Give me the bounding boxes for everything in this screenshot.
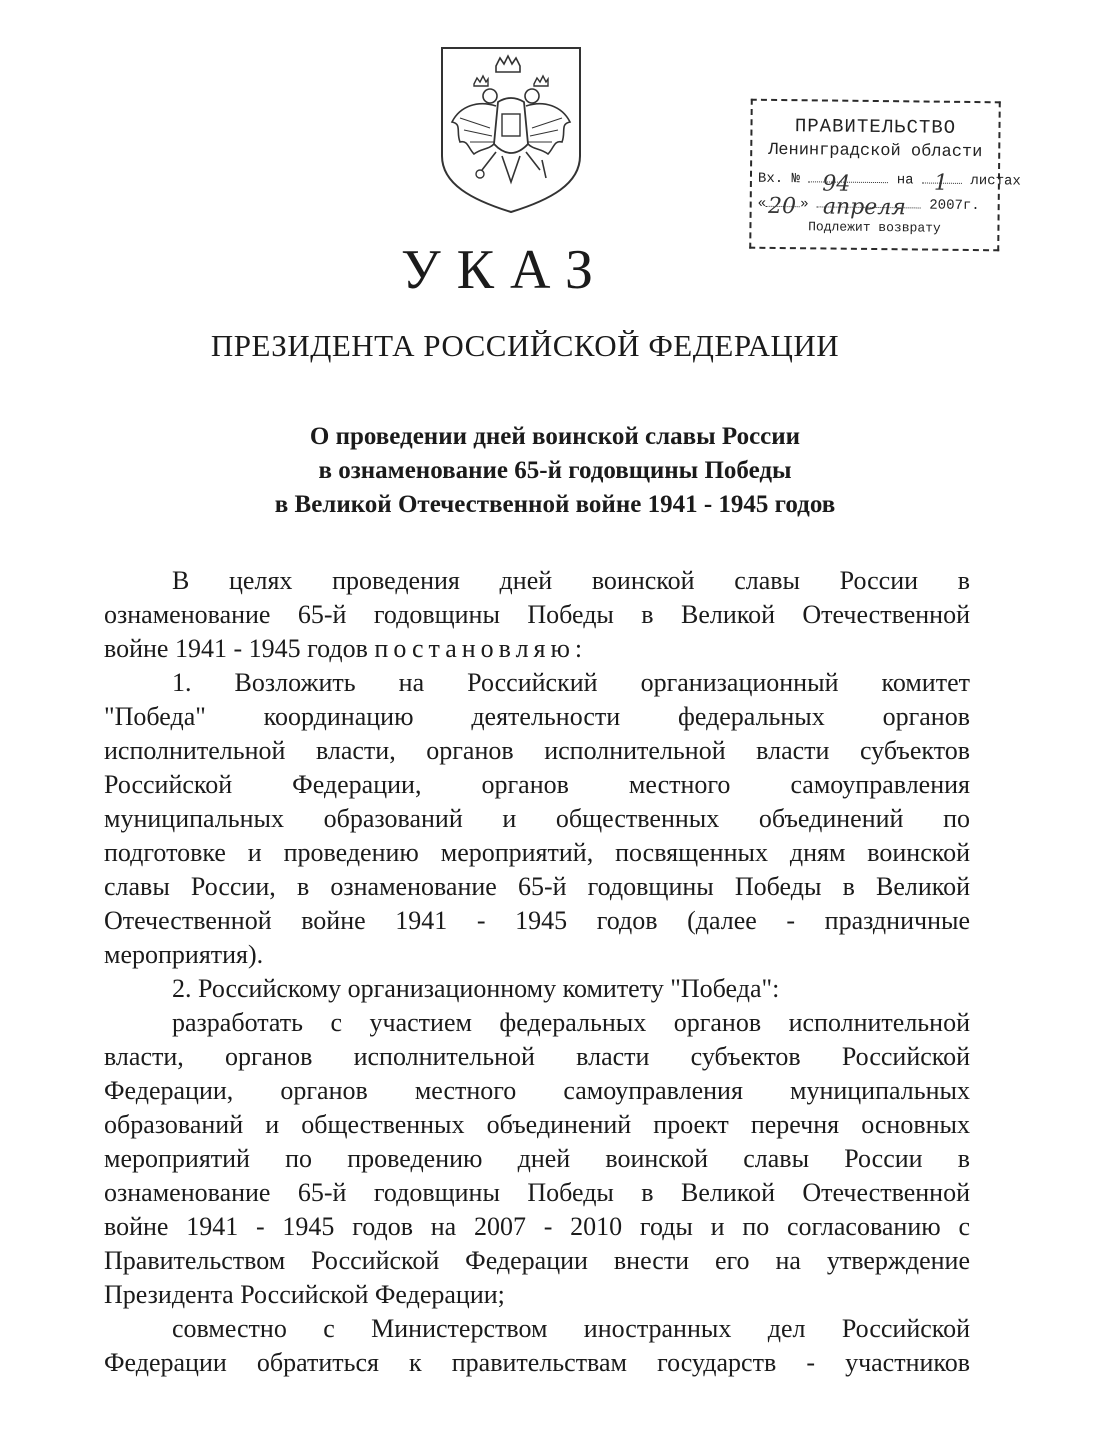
- body-line: мероприятия).: [104, 940, 264, 969]
- body-line: славы России, в ознаменование 65-й годовщины Победы в Великой: [104, 872, 970, 901]
- document-subtitle: ПРЕЗИДЕНТА РОССИЙСКОЙ ФЕДЕРАЦИИ: [210, 328, 840, 363]
- body-line: Российской Федерации, органов местного самоуправления: [104, 770, 970, 799]
- stamp-date-year: 2007: [929, 197, 963, 214]
- body-line: 2. Российскому организационному комитету "Победа":: [172, 974, 780, 1003]
- stamp-date-row: « 20 » апреля 2007г.: [757, 193, 980, 221]
- decree-body: [104, 564, 970, 1380]
- body-line: исполнительной власти, органов исполнительной власти субъектов: [104, 736, 970, 765]
- body-line: муниципальных образований и общественных объединений по: [104, 804, 970, 833]
- body-line: Президента Российской Федерации;: [104, 1280, 505, 1309]
- coat-of-arms-icon: [438, 44, 584, 216]
- stamp-sheets-count: 1: [933, 170, 949, 196]
- body-line: Федерации обратиться к правительствам государств - участников: [104, 1348, 970, 1377]
- body-line: власти, органов исполнительной власти субъектов Российской: [104, 1042, 970, 1071]
- body-line: мероприятий по проведению дней воинской славы России в: [104, 1144, 970, 1173]
- body-line: войне 1941 - 1945 годов постановляю:: [104, 634, 588, 663]
- decree-heading: [0, 420, 1110, 522]
- body-line: Правительством Российской Федерации внести его на утверждение: [104, 1246, 970, 1275]
- heading-line: в ознаменование 65-й годовщины Победы: [318, 457, 792, 484]
- stamp-number: 94: [822, 171, 851, 197]
- stamp-incoming-row: Вх. № 94 на 1 листах: [757, 170, 1021, 197]
- document-title: УКАЗ: [400, 239, 610, 301]
- stamp-date-day: 20: [767, 193, 797, 220]
- body-line: Отечественной войне 1941 - 1945 годов (далее - праздничные: [104, 906, 970, 935]
- heading-line: в Великой Отечественной войне 1941 - 1945 годов: [274, 491, 836, 518]
- body-line: образований и общественных объединений проект перечня основных: [104, 1110, 970, 1139]
- stamp-org: ПРАВИТЕЛЬСТВО: [794, 115, 957, 139]
- body-line: ознаменование 65-й годовщины Победы в Великой Отечественной: [104, 600, 970, 629]
- heading-line: О проведении дней воинской славы России: [309, 423, 801, 450]
- body-line: Федерации, органов местного самоуправления муниципальных: [104, 1076, 970, 1105]
- body-line: войне 1941 - 1945 годов на 2007 - 2010 годы и по согласованию с: [104, 1212, 970, 1241]
- body-line: ознаменование 65-й годовщины Победы в Великой Отечественной: [104, 1178, 970, 1207]
- body-line: 1. Возложить на Российский организационный комитет: [172, 668, 970, 697]
- body-line: совместно с Министерством иностранных дел Российской: [172, 1314, 970, 1343]
- body-line: "Победа" координацию деятельности федеральных органов: [104, 702, 970, 731]
- stamp-region: Ленинградской области: [768, 140, 983, 163]
- body-line: В целях проведения дней воинской славы России в: [172, 566, 970, 595]
- body-line: подготовке и проведению мероприятий, посвященных дням воинской: [104, 838, 970, 867]
- body-line: разработать с участием федеральных органов исполнительной: [172, 1008, 970, 1037]
- stamp-date-month: апреля: [822, 194, 906, 221]
- registration-stamp: [749, 99, 1021, 252]
- resolve-word: постановляю:: [374, 634, 588, 663]
- stamp-return-note: Подлежит возврату: [808, 219, 941, 236]
